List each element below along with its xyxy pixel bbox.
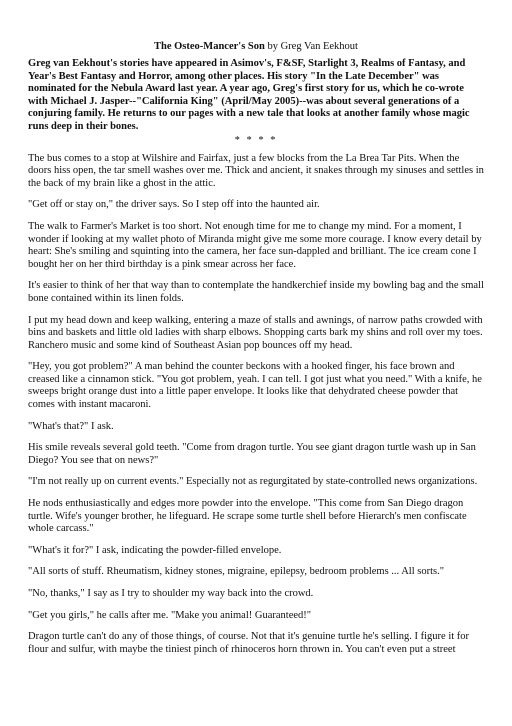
paragraph-11: "What's it for?" I ask, indicating the powder-filled envelope. bbox=[28, 544, 282, 556]
paragraph-7: "What's that?" I ask. bbox=[28, 420, 114, 432]
paragraph-3: The walk to Farmer's Market is too short. Not enough time for me to change my mind. For a moment, I wonder if looking at my wallet photo of Miranda might give me some more courage. I know every detail by heart: She's smiling and squinting into the camera, her face sun-dappled and brilliant. The ice cream cone I bought her on her third birthday is a pink smear across her face. bbox=[28, 220, 482, 270]
paragraph-15: Dragon turtle can't do any of those things, of course. Not that it's genuine turtle he's selling. I figure it for flour and sulfur, with maybe the tiniest pinch of rhinoceros horn thrown in. You can't even put a street bbox=[28, 631, 470, 655]
paragraph-4: It's easier to think of her that way than to contemplate the handkerchief inside my bowling bag and the small bone contained within its linen folds. bbox=[28, 280, 484, 304]
story-byline: by Greg Van Eekhout bbox=[267, 41, 358, 52]
paragraph-14: "Get you girls," he calls after me. "Make you animal! Guaranteed!" bbox=[28, 609, 312, 621]
paragraph-6: "Hey, you got problem?" A man behind the counter beckons with a hooked finger, his face brown and creased like a cinnamon stick. "You got problem, yeah. I can tell. I got just what you need." With a knife, he sweeps bright orange dust into a little paper envelope. It looks like that dehydrated cheese powder that comes with instant macaroni. bbox=[28, 361, 482, 411]
story-heading bbox=[28, 40, 484, 53]
story-title: The Osteo-Mancer's Son bbox=[154, 41, 265, 52]
paragraph-12: "All sorts of stuff. Rheumatism, kidney stones, migraine, epilepsy, bedroom problems ... All sorts." bbox=[28, 566, 444, 578]
paragraph-10: He nods enthusiastically and edges more powder into the envelope. "This come from San Diego dragon turtle. Wife's younger brother, he lifeguard. He scrape some turtle shell before Hierarch's men confiscate whole carcass." bbox=[28, 498, 467, 535]
author-intro: Greg van Eekhout's stories have appeared in Asimov's, F&SF, Starlight 3, Realms of Fantasy, and Year's Best Fantasy and Horror, among other places. His story "In the Late December" was nominated for the Nebula Award last year. A year ago, Greg's first story for us, which he co-wrote with Michael J. Jasper--"California King" (April/May 2005)--was about several generations of a conjuring family. He returns to our pages with a new tale that looks at another family whose magic runs deep in their bones. bbox=[28, 58, 470, 132]
paragraph-13: "No, thanks," I say as I try to shoulder my way back into the crowd. bbox=[28, 588, 314, 599]
paragraph-5: I put my head down and keep walking, entering a maze of stalls and awnings, of narrow paths crowded with bins and baskets and little old ladies with sharp elbows. Shopping carts bark my shins and roll over my toes. Ranchero music and some kind of Southeast Asian pop bounces off my head. bbox=[28, 314, 483, 351]
paragraph-1: The bus comes to a stop at Wilshire and Fairfax, just a few blocks from the La Brea Tar Pits. When the doors hiss open, the tar smell washes over me. Thick and ancient, it snakes through my sinuses and settles in the back of my brain like a ghost in the attic. bbox=[28, 152, 484, 189]
paragraph-9: "I'm not really up on current events." Especially not as regurgitated by state-controlled news organizations. bbox=[28, 476, 478, 488]
section-separator: * * * * bbox=[234, 134, 278, 146]
paragraph-2: "Get off or stay on," the driver says. So I step off into the haunted air. bbox=[28, 199, 320, 211]
paragraph-8: His smile reveals several gold teeth. "Come from dragon turtle. You see giant dragon turtle wash up in San Diego? You see that on news?" bbox=[28, 442, 476, 466]
